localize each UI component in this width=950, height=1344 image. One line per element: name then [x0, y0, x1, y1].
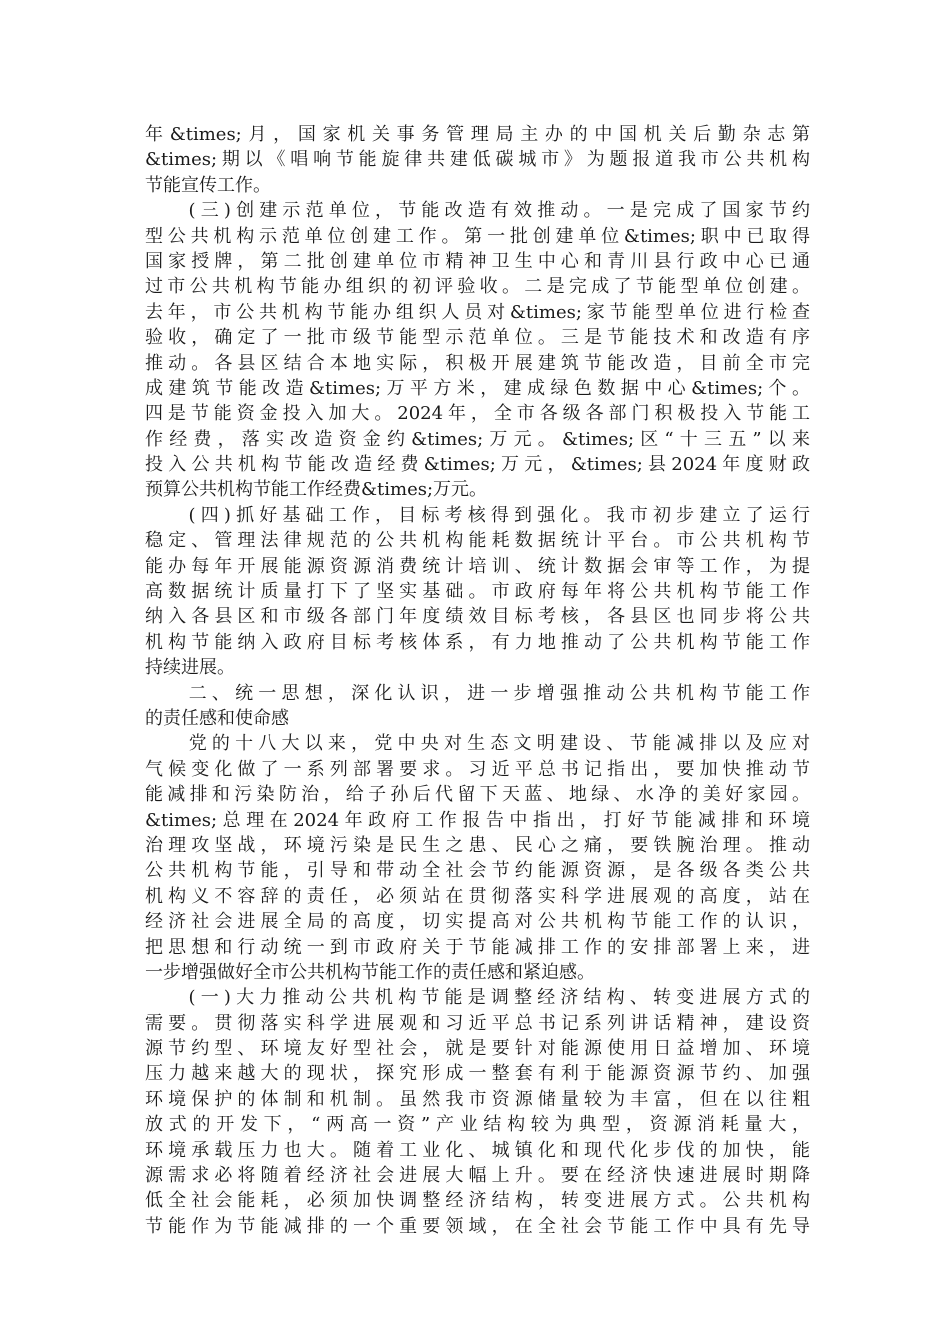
- text-line: 二、统一思想，深化认识，进一步增强推动公共机构节能工作: [145, 682, 810, 704]
- text-line: 验收，确定了一批市级节能型示范单位。三是节能技术和改造有序: [145, 327, 810, 349]
- text-line: 纳入各县区和市级各部门年度绩效目标考核，各县区也同步将公共: [145, 606, 810, 628]
- text-line: &times;总理在2024年政府工作报告中指出，打好节能减排和环境: [145, 809, 810, 831]
- text-line: 公共机构节能，引导和带动全社会节约能源资源，是各级各类公共: [145, 860, 810, 882]
- text-line: 去年，市公共机构节能办组织人员对&times;家节能型单位进行检查: [145, 301, 810, 323]
- text-line: 成建筑节能改造&times;万平方米，建成绿色数据中心&times;个。: [145, 377, 810, 399]
- text-line: 环境承载压力也大。随着工业化、城镇化和现代化步伐的加快，能: [145, 1139, 810, 1161]
- text-line: 稳定、管理法律规范的公共机构能耗数据统计平台。市公共机构节: [145, 530, 810, 552]
- text-line: 把思想和行动统一到市政府关于节能减排工作的安排部署上来，进: [145, 936, 810, 958]
- text-line: 一步增强做好全市公共机构节能工作的责任感和紧迫感。: [145, 961, 595, 983]
- text-line: 气候变化做了一系列部署要求。习近平总书记指出，要加快推动节: [145, 758, 810, 780]
- text-line: 的责任感和使命感: [145, 707, 289, 729]
- text-line: 节能宣传工作。: [145, 174, 271, 196]
- text-line: 环境保护的体制和机制。虽然我市资源储量较为丰富，但在以往粗: [145, 1088, 810, 1110]
- text-line: &times;期以《唱响节能旋律共建低碳城市》为题报道我市公共机构: [145, 149, 810, 171]
- text-line: 能减排和污染防治，给子孙后代留下天蓝、地绿、水净的美好家园。: [145, 784, 810, 806]
- text-line: 四是节能资金投入加大。2024年，全市各级各部门积极投入节能工: [145, 403, 810, 425]
- text-line: 国家授牌，第二批创建单位市精神卫生中心和青川县行政中心已通: [145, 250, 810, 272]
- text-line: 年&times;月，国家机关事务管理局主办的中国机关后勤杂志第: [145, 124, 810, 145]
- text-line: 源节约型、环境友好型社会，就是要针对能源使用日益增加、环境: [145, 1038, 810, 1060]
- text-line: 能办每年开展能源资源消费统计培训、统计数据会审等工作，为提: [145, 555, 810, 577]
- text-line: 型公共机构示范单位创建工作。第一批创建单位&times;职中已取得: [145, 225, 810, 247]
- text-line: 推动。各县区结合本地实际，积极开展建筑节能改造，目前全市完: [145, 352, 810, 374]
- text-line: 持续进展。: [145, 657, 235, 679]
- text-line: 机构节能纳入政府目标考核体系，有力地推动了公共机构节能工作: [145, 631, 810, 653]
- text-line: 低全社会能耗，必须加快调整经济结构，转变进展方式。公共机构: [145, 1190, 810, 1212]
- text-line: (四)抓好基础工作，目标考核得到强化。我市初步建立了运行: [145, 504, 810, 526]
- text-line: 节能作为节能减排的一个重要领域，在全社会节能工作中具有先导: [145, 1215, 810, 1237]
- text-line: 压力越来越大的现状，探究形成一整套有利于能源资源节约、加强: [145, 1063, 810, 1085]
- text-line: 源需求必将随着经济社会进展大幅上升。要在经济快速进展时期降: [145, 1165, 810, 1187]
- text-line: 过市公共机构节能办组织的初评验收。二是完成了节能型单位创建。: [145, 276, 810, 298]
- text-line: 经济社会进展全局的高度，切实提高对公共机构节能工作的认识，: [145, 911, 810, 933]
- text-line: 放式的开发下，“两高一资”产业结构较为典型，资源消耗量大，: [145, 1114, 810, 1136]
- text-line: 预算公共机构节能工作经费&times;万元。: [145, 479, 488, 501]
- text-line: 治理攻坚战，环境污染是民生之患、民心之痛，要铁腕治理。推动: [145, 834, 810, 856]
- text-line: 党的十八大以来，党中央对生态文明建设、节能减排以及应对: [145, 733, 810, 755]
- text-line: 投入公共机构节能改造经费&times;万元，&times;县2024年度财政: [145, 454, 810, 476]
- text-line: (三)创建示范单位，节能改造有效推动。一是完成了国家节约: [145, 200, 810, 222]
- text-line: 机构义不容辞的责任，必须站在贯彻落实科学进展观的高度，站在: [145, 885, 810, 907]
- text-line: (一)大力推动公共机构节能是调整经济结构、转变进展方式的: [145, 987, 810, 1009]
- document-page: [145, 122, 810, 1239]
- text-line: 高数据统计质量打下了坚实基础。市政府每年将公共机构节能工作: [145, 581, 810, 603]
- text-line: 需要。贯彻落实科学进展观和习近平总书记系列讲话精神，建设资: [145, 1012, 810, 1034]
- text-line: 作经费，落实改造资金约&times;万元。&times;区“十三五”以来: [145, 428, 810, 450]
